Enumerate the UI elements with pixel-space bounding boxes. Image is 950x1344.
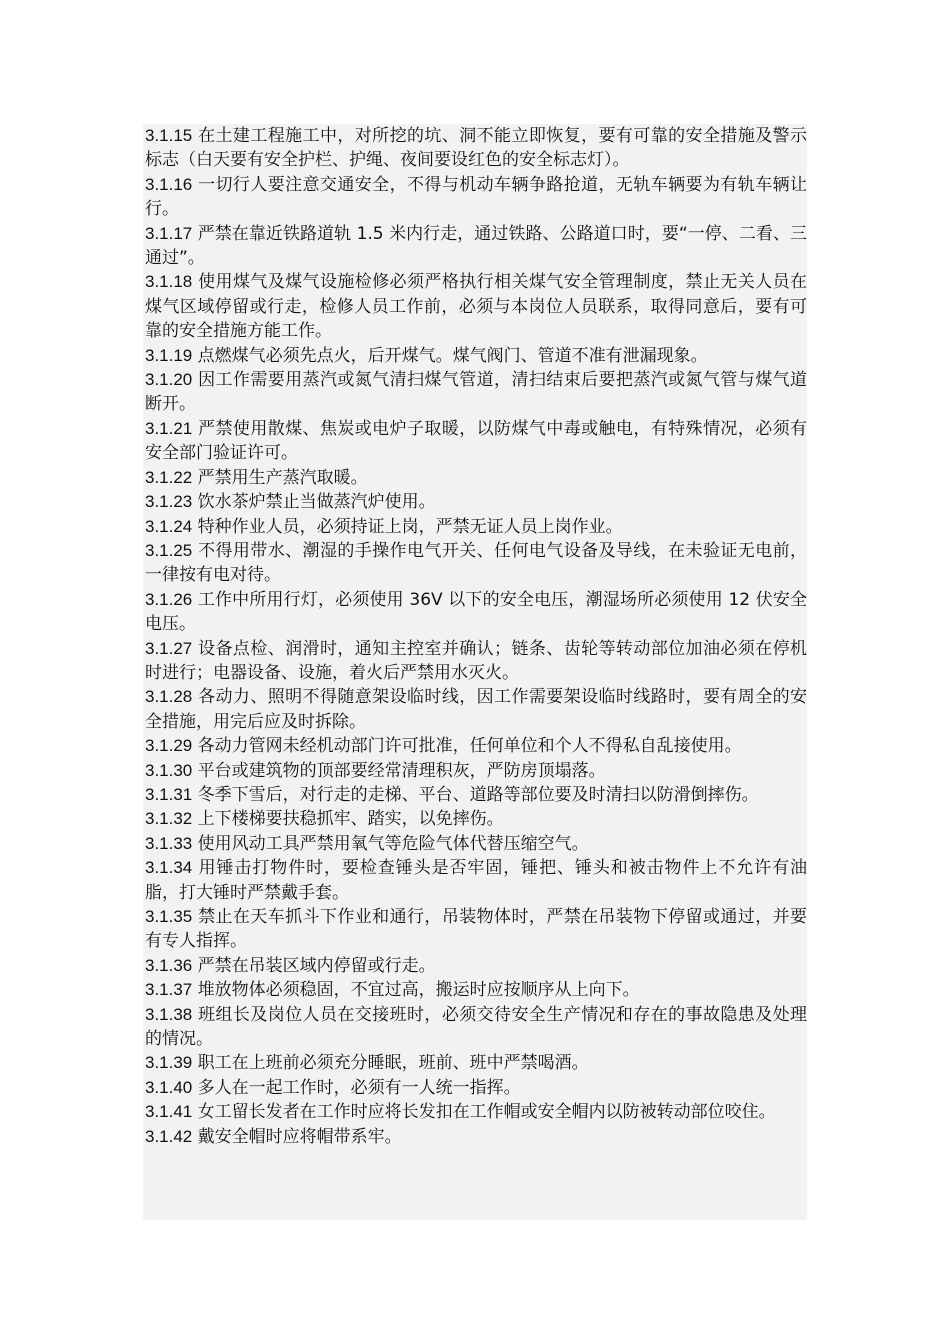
clause-text: 饮水茶炉禁止当做蒸汽炉使用。 xyxy=(197,492,436,513)
clause-3-1-19 xyxy=(145,344,807,368)
clause-3-1-33 xyxy=(145,832,807,856)
clause-3-1-24 xyxy=(145,515,807,539)
clause-text: 禁止在天车抓斗下作业和通行，吊装物体时，严禁在吊装物下停留或通过，并要有专人指挥。 xyxy=(145,907,807,952)
clause-number: 3.1.36 xyxy=(145,955,193,975)
clause-number: 3.1.22 xyxy=(145,467,193,487)
clause-text: 严禁在吊装区域内停留或行走。 xyxy=(197,955,436,976)
clause-text: 在土建工程施工中，对所挖的坑、洞不能立即恢复，要有可靠的安全措施及警示标志（白天要有安全护栏、护绳、夜间要设红色的安全标志灯）。 xyxy=(145,126,807,171)
clause-3-1-30 xyxy=(145,759,807,783)
clause-3-1-37 xyxy=(145,978,807,1002)
clause-number: 3.1.30 xyxy=(145,760,193,780)
clause-number: 3.1.15 xyxy=(145,126,193,145)
clause-text: 多人在一起工作时，必须有一人统一指挥。 xyxy=(197,1077,521,1098)
clause-text: 各动力、照明不得随意架设临时线，因工作需要架设临时线路时，要有周全的安全措施，用完后应及时拆除。 xyxy=(145,687,807,732)
clause-text: 设备点检、润滑时，通知主控室并确认；链条、齿轮等转动部位加油必须在停机时进行；电器设备、设施，着火后严禁用水灭火。 xyxy=(145,638,807,683)
clause-text: 因工作需要用蒸汽或氮气清扫煤气管道，清扫结束后要把蒸汽或氮气管与煤气道断开。 xyxy=(145,370,807,415)
clause-3-1-29 xyxy=(145,734,807,758)
clause-3-1-16 xyxy=(145,173,807,222)
clause-3-1-22 xyxy=(145,466,807,490)
clause-text: 班组长及岗位人员在交接班时，必须交待安全生产情况和存在的事故隐患及处理的情况。 xyxy=(145,1004,807,1050)
clause-text: 上下楼梯要扶稳抓牢、踏实，以免摔伤。 xyxy=(197,809,504,830)
clause-3-1-42 xyxy=(145,1125,807,1149)
clause-number: 3.1.31 xyxy=(145,784,193,804)
clause-number: 3.1.16 xyxy=(145,174,193,194)
clause-number: 3.1.29 xyxy=(145,736,193,756)
clause-3-1-35 xyxy=(145,905,807,954)
document-body xyxy=(143,124,807,1220)
clause-number: 3.1.34 xyxy=(145,858,193,878)
clause-number: 3.1.41 xyxy=(145,1102,193,1122)
clause-text: 戴安全帽时应将帽带系牢。 xyxy=(197,1126,402,1147)
clause-3-1-31 xyxy=(145,783,807,807)
clause-3-1-28 xyxy=(145,685,807,734)
clause-number: 3.1.17 xyxy=(145,223,193,243)
clause-text: 使用风动工具严禁用氧气等危险气体代替压缩空气。 xyxy=(197,833,589,854)
clause-text: 严禁使用散煤、焦炭或电炉子取暖，以防煤气中毒或触电，有特殊情况，必须有安全部门验证许可。 xyxy=(145,418,807,464)
clause-number: 3.1.33 xyxy=(145,833,193,853)
clause-text: 点燃煤气必须先点火，后开煤气。煤气阀门、管道不准有泄漏现象。 xyxy=(197,345,708,366)
clause-3-1-20 xyxy=(145,368,807,417)
clause-3-1-36 xyxy=(145,954,807,978)
clause-3-1-17 xyxy=(145,222,807,271)
clause-text: 不得用带水、潮湿的手操作电气开关、任何电气设备及导线，在未验证无电前，一律按有电对待。 xyxy=(145,540,807,586)
clause-3-1-18 xyxy=(145,270,807,343)
clause-3-1-39 xyxy=(145,1051,807,1075)
clause-text: 用锤击打物件时，要检查锤头是否牢固，锤把、锤头和被击物件上不允许有油脂，打大锤时严禁戴手套。 xyxy=(145,858,807,903)
clause-text: 特种作业人员，必须持证上岗，严禁无证人员上岗作业。 xyxy=(197,516,623,537)
clause-number: 3.1.27 xyxy=(145,638,193,658)
clause-text: 严禁用生产蒸汽取暖。 xyxy=(197,467,368,488)
clause-text: 一切行人要注意交通安全，不得与机动车辆争路抢道，无轨车辆要为有轨车辆让行。 xyxy=(145,174,807,220)
clause-text: 严禁在靠近铁路道轨 1.5 米内行走，通过铁路、公路道口时，要“一停、二看、三通过”。 xyxy=(145,223,807,269)
clause-3-1-25 xyxy=(145,539,807,588)
clause-number: 3.1.28 xyxy=(145,687,193,707)
clause-number: 3.1.19 xyxy=(145,345,193,365)
clause-number: 3.1.32 xyxy=(145,809,193,829)
clause-3-1-38 xyxy=(145,1003,807,1052)
clause-number: 3.1.24 xyxy=(145,516,193,536)
clause-number: 3.1.21 xyxy=(145,418,193,438)
clause-3-1-15 xyxy=(145,124,807,173)
clause-number: 3.1.42 xyxy=(145,1126,193,1146)
clause-text: 堆放物体必须稳固，不宜过高，搬运时应按顺序从上向下。 xyxy=(197,980,640,1001)
clause-number: 3.1.20 xyxy=(145,370,193,390)
clause-text: 职工在上班前必须充分睡眠，班前、班中严禁喝酒。 xyxy=(197,1053,589,1074)
clause-text: 各动力管网未经机动部门许可批准，任何单位和个人不得私自乱接使用。 xyxy=(197,736,742,757)
clause-3-1-27 xyxy=(145,637,807,686)
clause-3-1-41 xyxy=(145,1100,807,1124)
clause-number: 3.1.35 xyxy=(145,907,193,926)
clause-number: 3.1.23 xyxy=(145,492,193,512)
clause-number: 3.1.18 xyxy=(145,272,193,292)
clause-number: 3.1.40 xyxy=(145,1077,193,1097)
clause-text: 工作中所用行灯，必须使用 36V 以下的安全电压，潮湿场所必须使用 12 伏安全电压。 xyxy=(145,589,807,635)
clause-text: 女工留长发者在工作时应将长发扣在工作帽或安全帽内以防被转动部位咬住。 xyxy=(197,1102,776,1123)
clause-text: 平台或建筑物的顶部要经常清理积灰，严防房顶塌落。 xyxy=(197,760,606,781)
clause-3-1-23 xyxy=(145,490,807,514)
clause-3-1-26 xyxy=(145,588,807,637)
clause-3-1-32 xyxy=(145,807,807,831)
clause-3-1-40 xyxy=(145,1076,807,1100)
clause-number: 3.1.39 xyxy=(145,1053,193,1073)
clause-text: 使用煤气及煤气设施检修必须严格执行相关煤气安全管理制度，禁止无关人员在煤气区域停留或行走，检修人员工作前，必须与本岗位人员联系，取得同意后，要有可靠的安全措施方能工作。 xyxy=(145,272,807,342)
clause-number: 3.1.25 xyxy=(145,540,193,560)
clause-text: 冬季下雪后，对行走的走梯、平台、道路等部位要及时清扫以防滑倒摔伤。 xyxy=(197,784,759,805)
clause-3-1-21 xyxy=(145,417,807,466)
clause-3-1-34 xyxy=(145,856,807,905)
clause-number: 3.1.38 xyxy=(145,1004,193,1024)
clause-number: 3.1.37 xyxy=(145,980,193,1000)
clause-number: 3.1.26 xyxy=(145,589,193,609)
